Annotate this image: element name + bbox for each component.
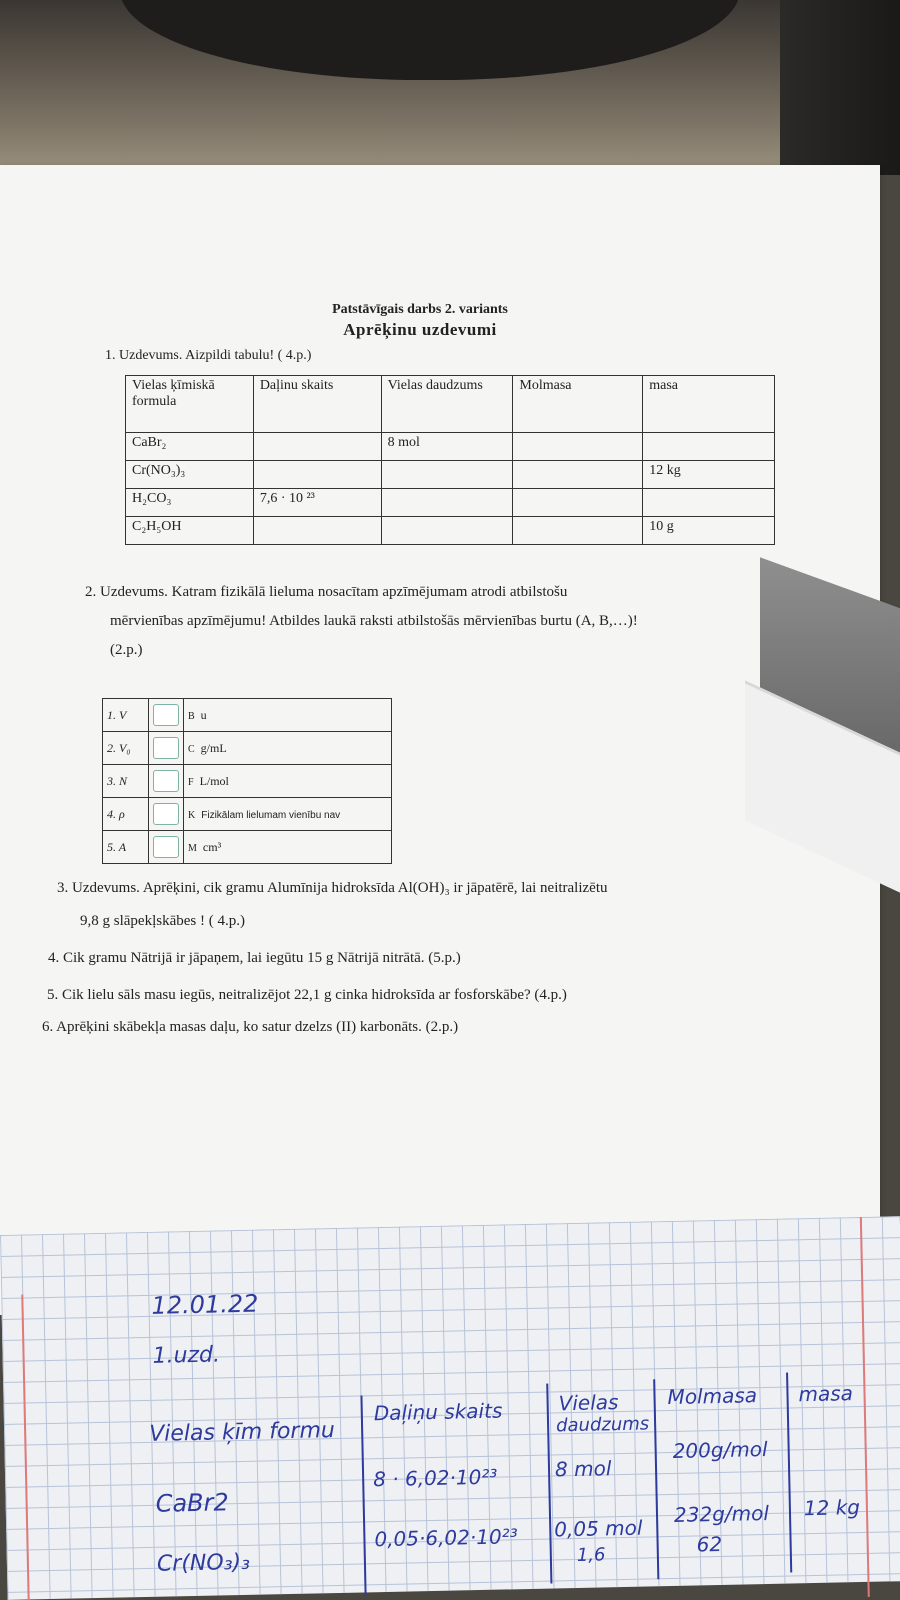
table-cell: [643, 489, 775, 517]
table-cell: 8 mol: [381, 433, 513, 461]
handwritten-row3-molar: 62: [696, 1531, 723, 1557]
table-cell: [381, 517, 513, 545]
handwritten-column-line: [546, 1384, 552, 1584]
table-row: [103, 831, 392, 864]
handwritten-col-amount: Vielas: [558, 1390, 619, 1416]
unit-option: B u: [184, 699, 392, 732]
handwritten-col-amount-2: daudzums: [555, 1413, 650, 1437]
handwritten-row2-mass: 12 kg: [803, 1495, 861, 1521]
table-row: [103, 798, 392, 831]
table-row: [126, 433, 775, 461]
answer-box[interactable]: [149, 831, 184, 864]
handwritten-col-particles: Daļiņu skaits: [373, 1398, 503, 1426]
table-cell: [381, 489, 513, 517]
worksheet-title: Patstāvīgais darbs 2. variants: [332, 302, 508, 317]
handwritten-row2-particles: 0,05·6,02·10²³: [374, 1524, 518, 1552]
handwritten-row1-particles: 8 · 6,02·10²³: [372, 1464, 498, 1492]
handwritten-column-line: [786, 1373, 792, 1573]
handwritten-col-formula: Vielas ķīm formu: [148, 1418, 336, 1447]
unit-option: F L/mol: [184, 765, 392, 798]
task2-matching-table: [102, 698, 392, 864]
handwritten-row2-amount: 0,05 mol: [554, 1515, 643, 1542]
notebook-margin-line: [860, 1217, 870, 1597]
notebook-page: [0, 1216, 900, 1600]
handwritten-row1-amount: 8 mol: [554, 1456, 612, 1482]
task2-text: [85, 578, 785, 665]
quantity-symbol: 2. V₀: [103, 732, 149, 765]
unit-option: C g/mL: [184, 732, 392, 765]
handwritten-row1-formula: CaBr2: [155, 1488, 230, 1518]
table-row: [103, 765, 392, 798]
task1-table: [125, 375, 775, 545]
table-header-cell: Daļinu skaits: [253, 376, 381, 433]
handwritten-row2-formula: Cr(NO₃)₃: [156, 1549, 251, 1577]
task5-text: 5. Cik lielu sāls masu iegūs, neitralizējot 22,1 g cinka hidroksīda ar fosforskābe? (4.p.): [47, 987, 567, 1003]
quantity-symbol: 4. ρ: [103, 798, 149, 831]
table-cell: [253, 433, 381, 461]
task2-points: (2.p.): [110, 642, 143, 658]
dark-corner: [780, 0, 900, 175]
handwritten-col-molar: Molmasa: [667, 1383, 758, 1410]
table-cell: [253, 517, 381, 545]
table-cell: C₂H₅OH: [126, 517, 254, 545]
unit-option: M cm³: [184, 831, 392, 864]
task2-line1: 2. Uzdevums. Katram fizikālā lieluma nosacītam apzīmējumam atrodi atbilstošu: [85, 584, 568, 600]
answer-box[interactable]: [149, 798, 184, 831]
quantity-symbol: 1. V: [103, 699, 149, 732]
table-header-cell: Vielas ķīmiskā formula: [126, 376, 254, 433]
table-cell: 12 kg: [643, 461, 775, 489]
task4-text: 4. Cik gramu Nātrijā ir jāpaņem, lai iegūtu 15 g Nātrijā nitrātā. (5.p.): [48, 950, 461, 966]
table-header-cell: Molmasa: [513, 376, 643, 433]
handwritten-row3-amount: 1,6: [576, 1544, 606, 1566]
handwritten-row2-molar: 232g/mol: [673, 1500, 770, 1527]
handwritten-column-line: [653, 1379, 659, 1579]
task1-heading: 1. Uzdevums. Aizpildi tabulu! ( 4.p.): [105, 348, 312, 363]
handwritten-column-line: [360, 1395, 366, 1595]
quantity-symbol: 5. A: [103, 831, 149, 864]
table-row: [126, 517, 775, 545]
table-header-cell: Vielas daudzums: [381, 376, 513, 433]
table-cell: 10 g: [643, 517, 775, 545]
handwritten-date: 12.01.22: [151, 1289, 259, 1320]
table-cell: [513, 517, 643, 545]
table-cell: [253, 461, 381, 489]
table-row: [126, 461, 775, 489]
table-cell: [513, 461, 643, 489]
answer-box[interactable]: [149, 765, 184, 798]
table-header-cell: masa: [643, 376, 775, 433]
task6-text: 6. Aprēķini skābekļa masas daļu, ko satur dzelzs (II) karbonāts. (2.p.): [42, 1019, 459, 1035]
handwritten-row1-molar: 200g/mol: [672, 1436, 768, 1463]
notebook-margin-line: [21, 1295, 30, 1600]
handwritten-heading: 1.uzd.: [152, 1342, 221, 1369]
task3-line1: 3. Uzdevums. Aprēķini, cik gramu Alumīnija hidroksīda Al(OH)₃ ir jāpatērē, lai neitralizētu: [57, 880, 608, 896]
table-cell: H₂CO₃: [126, 489, 254, 517]
table-cell: CaBr₂: [126, 433, 254, 461]
unit-option: K Fizikālam lielumam vienību nav: [184, 798, 392, 831]
task3-line2: 9,8 g slāpekļskābes ! ( 4.p.): [80, 913, 245, 929]
handwritten-col-mass: masa: [798, 1381, 854, 1407]
table-header-row: [126, 376, 775, 433]
table-cell: [643, 433, 775, 461]
answer-box[interactable]: [149, 732, 184, 765]
worksheet-subtitle: Aprēķinu uzdevumi: [343, 320, 497, 339]
table-cell: 7,6 · 10 ²³: [253, 489, 381, 517]
table-row: [126, 489, 775, 517]
table-cell: [513, 489, 643, 517]
answer-box[interactable]: [149, 699, 184, 732]
table-cell: [381, 461, 513, 489]
table-row: [103, 699, 392, 732]
table-cell: Cr(NO₃)₃: [126, 461, 254, 489]
quantity-symbol: 3. N: [103, 765, 149, 798]
task2-line2: mērvienības apzīmējumu! Atbildes laukā raksti atbilstošās mērvienības burtu (A, B,…)!: [110, 613, 638, 629]
table-cell: [513, 433, 643, 461]
table-row: [103, 732, 392, 765]
